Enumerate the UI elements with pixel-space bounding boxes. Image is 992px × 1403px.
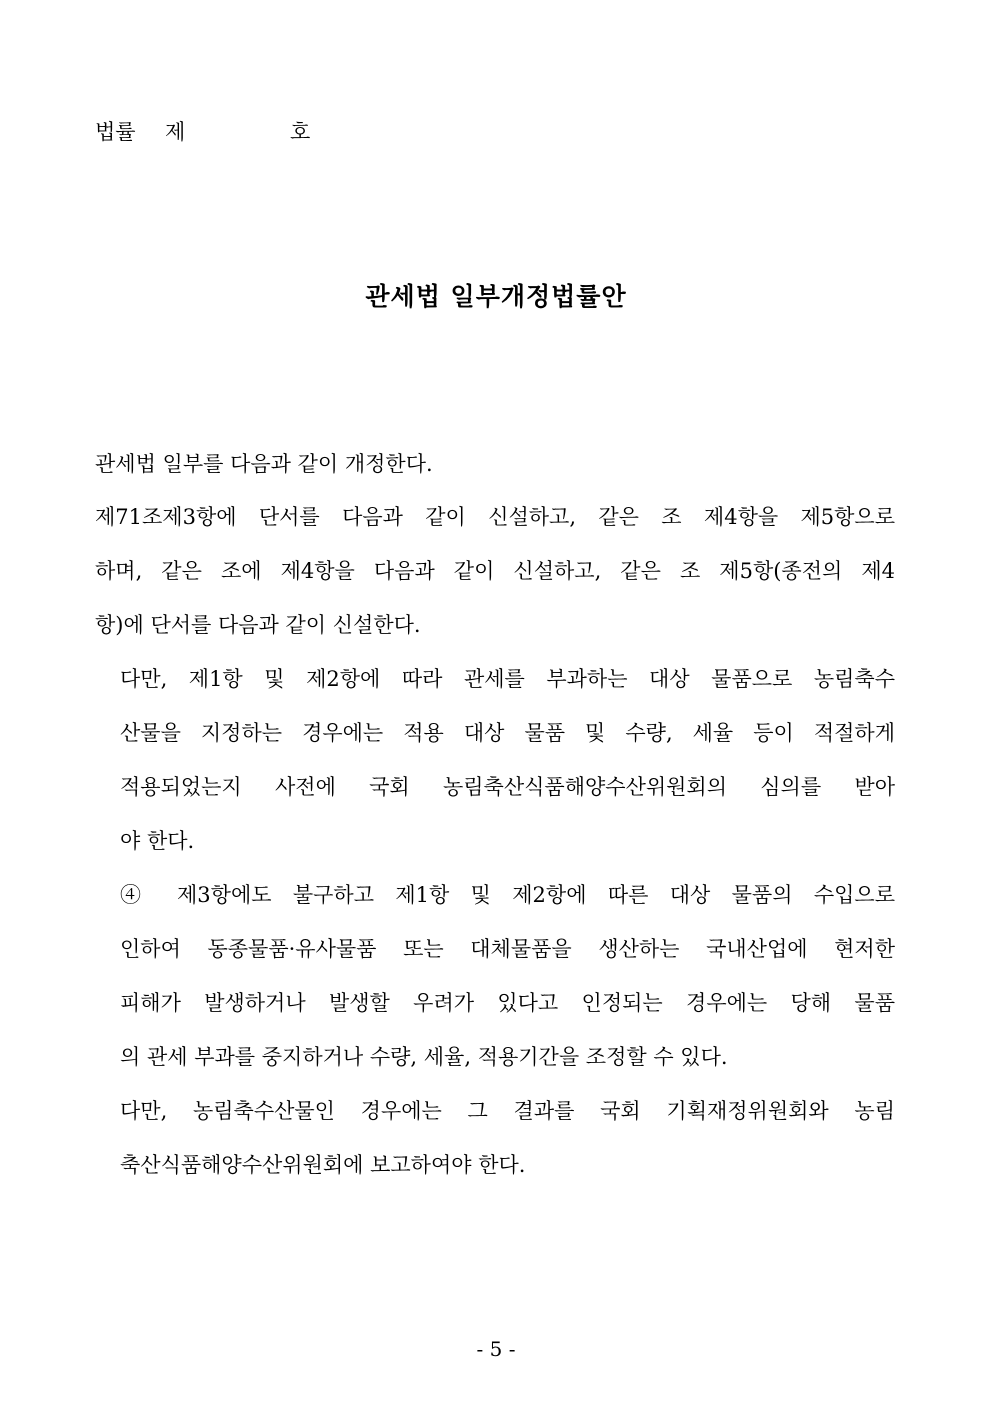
page-number: - 5 - <box>476 1337 516 1361</box>
bill-title: 관세법 일부개정법률안 <box>365 282 627 311</box>
amend-line: 제71조제3항에 단서를 다음과 같이 신설하고, 같은 조 제4항을 제5항으로 <box>95 505 895 529</box>
intro-line: 관세법 일부를 다음과 같이 개정한다. <box>95 452 433 476</box>
amend-line: 하며, 같은 조에 제4항을 다음과 같이 신설하고, 같은 조 제5항(종전의 제4 <box>95 559 895 583</box>
para4-line: ④ 제3항에도 불구하고 제1항 및 제2항에 따른 대상 물품의 수입으로 <box>120 883 895 907</box>
proviso1-line: 야 한다. <box>120 829 195 853</box>
law-number-je: 제 <box>165 120 186 144</box>
law-number-header <box>95 118 310 146</box>
proviso1-line: 다만, 제1항 및 제2항에 따라 관세를 부과하는 대상 물품으로 농림축수 <box>120 667 895 691</box>
proviso2-line: 축산식품해양수산위원회에 보고하여야 한다. <box>120 1153 526 1177</box>
amend-line: 항)에 단서를 다음과 같이 신설한다. <box>95 613 421 637</box>
para4-line: 인하여 동종물품·유사물품 또는 대체물품을 생산하는 국내산업에 현저한 <box>120 937 895 961</box>
proviso2-line: 다만, 농림축수산물인 경우에는 그 결과를 국회 기획재정위원회와 농림 <box>120 1099 895 1123</box>
para4-line: 피해가 발생하거나 발생할 우려가 있다고 인정되는 경우에는 당해 물품 <box>120 991 895 1015</box>
law-number-ho: 호 <box>290 120 311 144</box>
proviso1-line: 적용되었는지 사전에 국회 농림축산식품해양수산위원회의 심의를 받아 <box>120 775 895 799</box>
proviso1-line: 산물을 지정하는 경우에는 적용 대상 물품 및 수량, 세율 등이 적절하게 <box>120 721 895 745</box>
para4-line: 의 관세 부과를 중지하거나 수량, 세율, 적용기간을 조정할 수 있다. <box>120 1045 728 1069</box>
law-label: 법률 <box>95 120 136 144</box>
